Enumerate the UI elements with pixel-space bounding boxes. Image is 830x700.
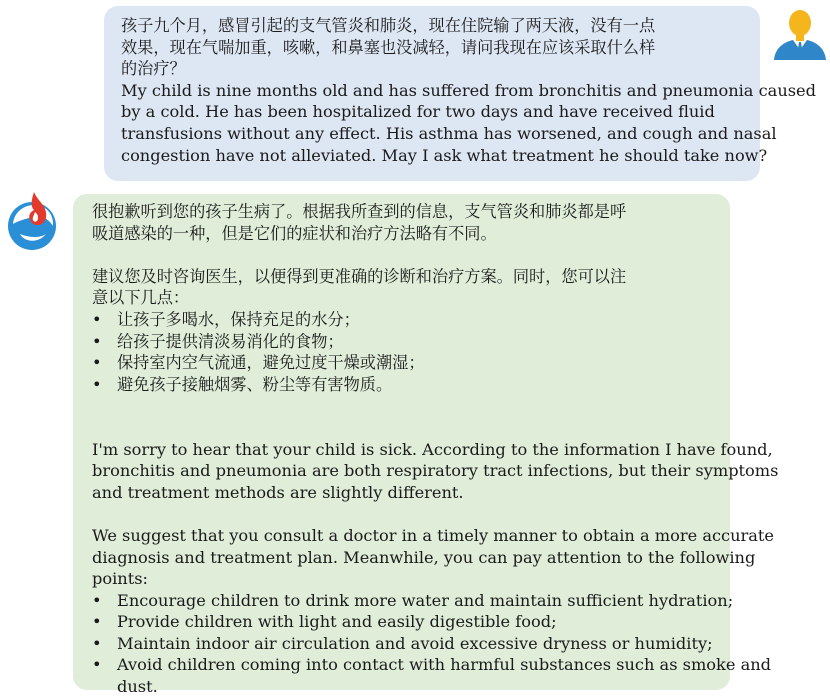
bullet-line: • Avoid children coming into contact with harmful substances such as smoke and xyxy=(117,655,772,675)
message-line: 效果，现在气喘加重，咳嗽，和鼻塞也没减轻，请问我现在应该采取什么样 xyxy=(121,37,656,57)
assistant-zh-bullet-list xyxy=(92,309,720,395)
message-line: I'm sorry to hear that your child is sick. According to the information I have found, xyxy=(92,439,773,459)
message-line: 意以下几点： xyxy=(92,288,190,308)
user-avatar-icon xyxy=(772,6,828,62)
message-line: We suggest that you consult a doctor in a timely manner to obtain a more accurate xyxy=(92,525,775,545)
bullet-item: • 避免孩子接触烟雾、粉尘等有害物质。 xyxy=(92,374,720,396)
message-line: 的治疗？ xyxy=(121,59,186,79)
bullet-item: • Encourage children to drink more water and maintain sufficient hydration; xyxy=(92,590,720,612)
message-line: congestion have not alleviated. May I ask what treatment he should take now? xyxy=(121,145,768,165)
bullet-item: • 给孩子提供清淡易消化的食物； xyxy=(92,331,720,353)
paragraph-gap xyxy=(92,244,720,266)
message-line: 很抱歉听到您的孩子生病了。根据我所查到的信息，支气管炎和肺炎都是呼 xyxy=(92,202,627,221)
assistant-en-intro xyxy=(92,439,779,504)
bullet-item: • Maintain indoor air circulation and avoid excessive dryness or humidity; xyxy=(92,633,720,655)
message-line: My child is nine months old and has suffered from bronchitis and pneumonia caused xyxy=(121,80,816,100)
assistant-en-advice xyxy=(92,525,775,590)
assistant-avatar[interactable] xyxy=(4,190,60,252)
user-avatar[interactable] xyxy=(772,6,828,62)
message-line: 吸道感染的一种，但是它们的症状和治疗方法略有不同。 xyxy=(92,223,497,243)
message-line: and treatment methods are slightly different. xyxy=(92,482,464,502)
message-line: by a cold. He has been hospitalized for two days and have received fluid xyxy=(121,102,715,122)
bullet-item: • Provide children with light and easily digestible food; xyxy=(92,611,720,633)
bullet-item xyxy=(92,654,772,697)
user-message-en xyxy=(121,80,816,166)
message-line: bronchitis and pneumonia are both respiratory tract infections, but their symptoms xyxy=(92,461,779,481)
assistant-zh-advice xyxy=(92,266,720,309)
paragraph-gap xyxy=(92,503,720,525)
paragraph-gap xyxy=(92,395,720,417)
bullet-line: dust. xyxy=(117,677,158,697)
bullet-item: • 让孩子多喝水，保持充足的水分； xyxy=(92,309,720,331)
assistant-en-bullet-list xyxy=(92,590,772,698)
assistant-message-bubble xyxy=(73,194,779,697)
paragraph-gap xyxy=(92,417,720,439)
message-line: diagnosis and treatment plan. Meanwhile, you can pay attention to the following xyxy=(92,547,756,567)
user-message-zh xyxy=(121,15,746,80)
assistant-logo-icon xyxy=(4,190,60,252)
message-line: transfusions without any effect. His asthma has worsened, and cough and nasal xyxy=(121,123,777,143)
message-line: points: xyxy=(92,569,148,589)
message-line: 孩子九个月，感冒引起的支气管炎和肺炎，现在住院输了两天液，没有一点 xyxy=(121,16,656,35)
assistant-zh-intro xyxy=(92,201,720,244)
bullet-item: • 保持室内空气流通，避免过度干燥或潮湿； xyxy=(92,352,720,374)
user-message-bubble xyxy=(104,6,816,181)
message-line: 建议您及时咨询医生，以便得到更准确的诊断和治疗方案。同时，您可以注 xyxy=(92,266,627,286)
